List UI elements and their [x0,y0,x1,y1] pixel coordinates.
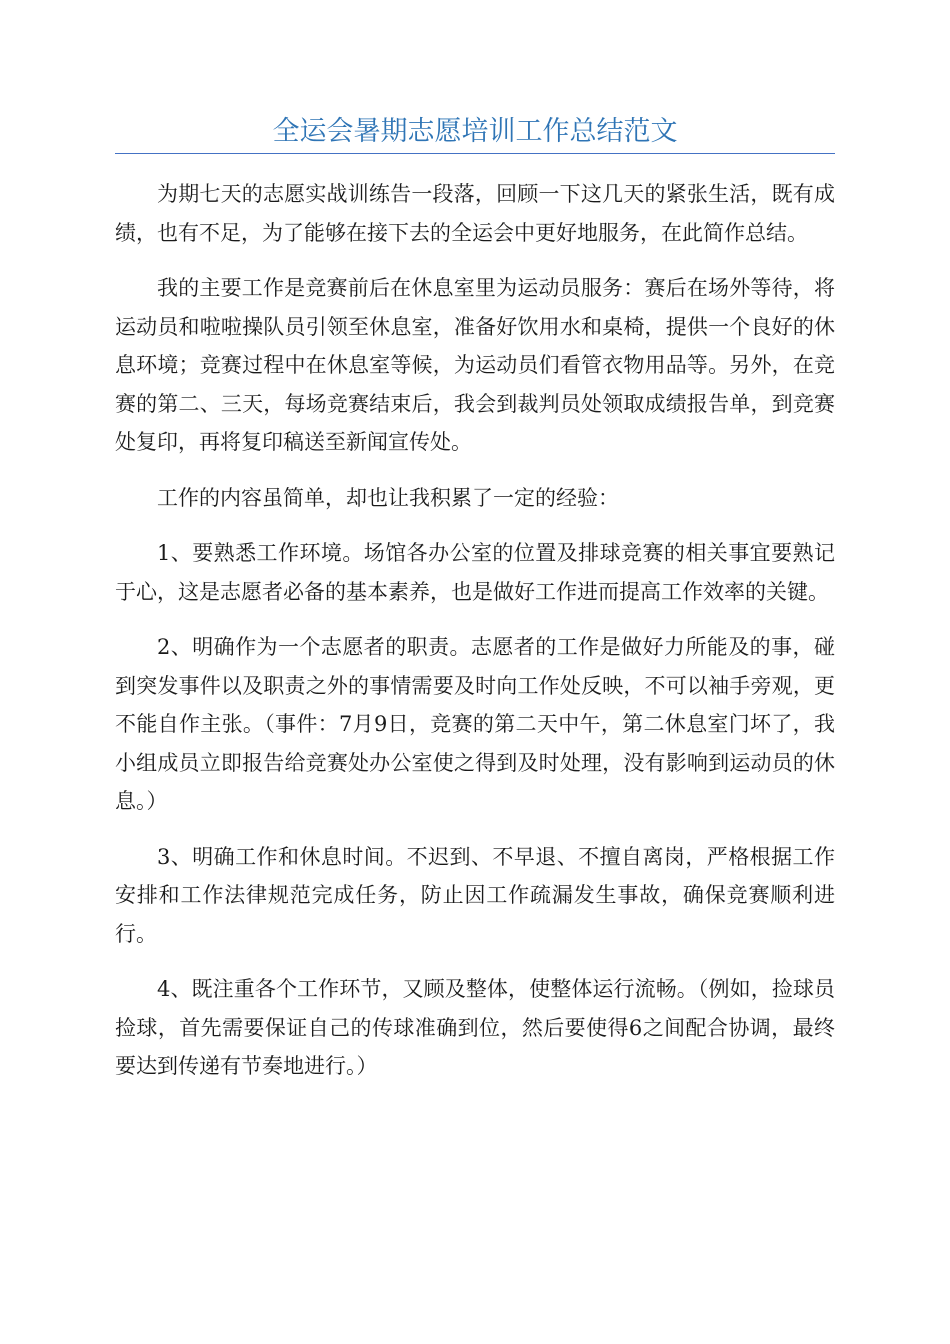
document-title: 全运会暑期志愿培训工作总结范文 [272,116,678,147]
paragraph-point-4: 4、既注重各个工作环节，又顾及整体，使整体运行流畅。（例如，捡球员捡球，首先需要保证自己的传球准确到位，然后要使得6之间配合协调，最终要达到传递有节奏地进行。） [115,977,835,1078]
paragraph-intro: 为期七天的志愿实战训练告一段落，回顾一下这几天的紧张生活，既有成绩，也有不足，为了能够在接下去的全运会中更好地服务，在此简作总结。 [115,182,835,245]
paragraph-main-work: 我的主要工作是竞赛前后在休息室里为运动员服务：赛后在场外等待，将运动员和啦啦操队员引领至休息室，准备好饮用水和桌椅，提供一个良好的休息环境；竞赛过程中在休息室等候，为运动员们看管衣物用品等。另外，在竞赛的第二、三天，每场竞赛结束后，我会到裁判员处领取成绩报告单，到竞赛处复印，再将复印稿送至新闻宣传处。 [115,276,835,454]
paragraph-point-2: 2、明确作为一个志愿者的职责。志愿者的工作是做好力所能及的事，碰到突发事件以及职责之外的事情需要及时向工作处反映，不可以袖手旁观，更不能自作主张。（事件：7月9日，竞赛的第二天中午，第二休息室门坏了，我小组成员立即报告给竞赛处办公室使之得到及时处理，没有影响到运动员的休息。） [115,635,835,813]
paragraph-experience-lead: 工作的内容虽简单，却也让我积累了一定的经验： [157,485,619,510]
document-body [115,175,835,1103]
paragraph-point-1: 1、要熟悉工作环境。场馆各办公室的位置及排球竞赛的相关事宜要熟记于心，这是志愿者必备的基本素养，也是做好工作进而提高工作效率的关键。 [115,541,835,604]
title-underline [115,153,835,154]
paragraph-point-3: 3、明确工作和休息时间。不迟到、不早退、不擅自离岗，严格根据工作安排和工作法律规范完成任务，防止因工作疏漏发生事故，确保竞赛顺利进行。 [115,844,835,946]
